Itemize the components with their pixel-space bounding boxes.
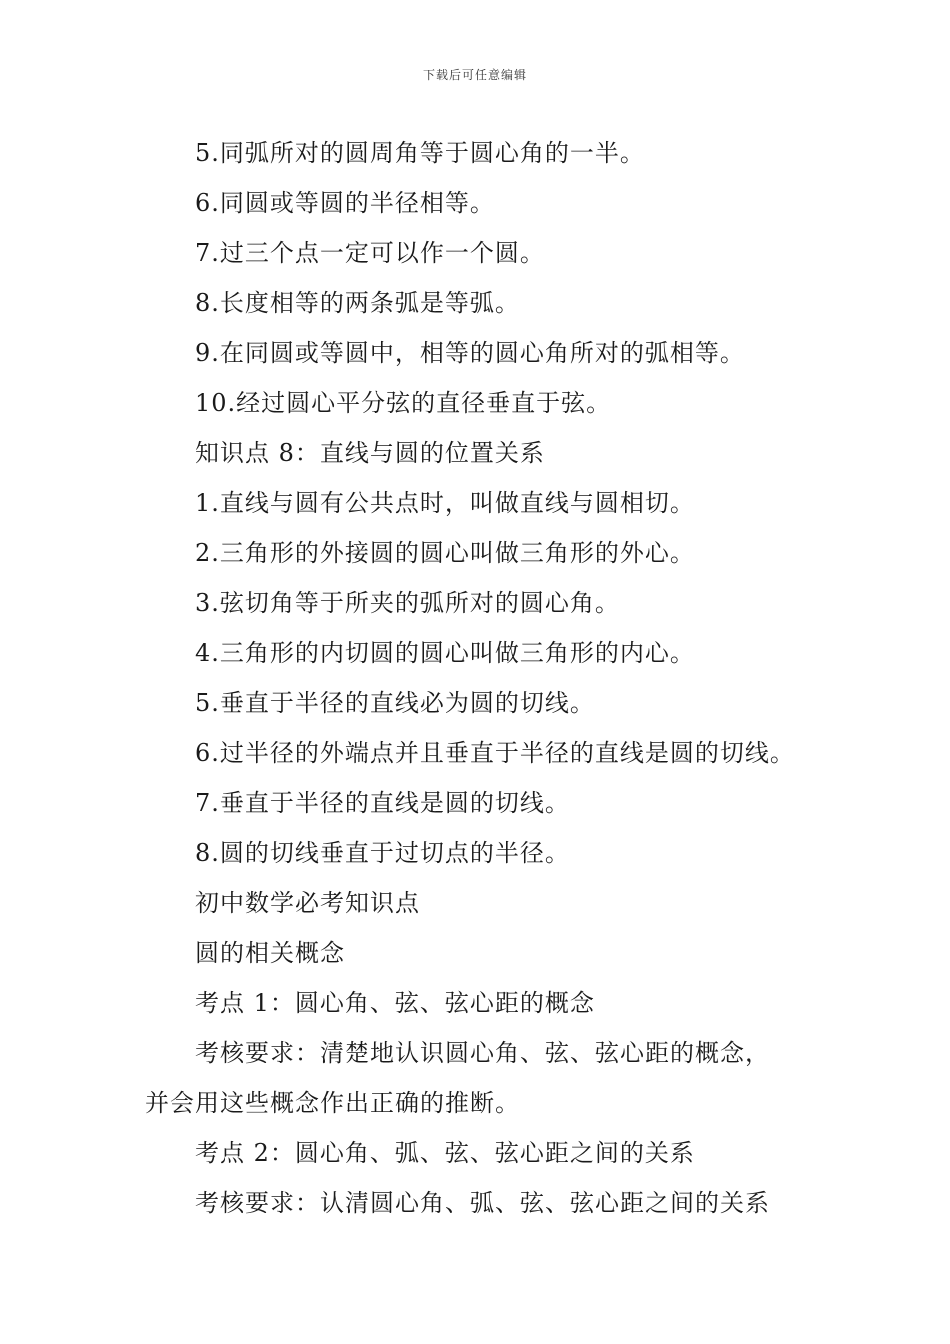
text-line: 10.经过圆心平分弦的直径垂直于弦。 <box>195 389 612 417</box>
text-line: 5.同弧所对的圆周角等于圆心角的一半。 <box>195 139 645 167</box>
section-heading: 圆的相关概念 <box>195 939 345 967</box>
text-line: 8.长度相等的两条弧是等弧。 <box>195 289 520 317</box>
text-line-continuation: 并会用这些概念作出正确的推断。 <box>145 1089 520 1117</box>
text-line: 4.三角形的内切圆的圆心叫做三角形的内心。 <box>195 639 695 667</box>
text-line: 5.垂直于半径的直线必为圆的切线。 <box>195 689 595 717</box>
text-line: 6.同圆或等圆的半径相等。 <box>195 189 495 217</box>
page-header-note: 下载后可任意编辑 <box>422 68 527 82</box>
section-heading: 初中数学必考知识点 <box>195 889 420 917</box>
text-line: 考核要求：认清圆心角、弧、弦、弦心距之间的关系 <box>195 1189 770 1217</box>
section-heading: 知识点 8：直线与圆的位置关系 <box>195 439 545 467</box>
text-line: 8.圆的切线垂直于过切点的半径。 <box>195 839 570 867</box>
text-line: 9.在同圆或等圆中，相等的圆心角所对的弧相等。 <box>195 339 745 367</box>
text-line: 7.过三个点一定可以作一个圆。 <box>195 239 545 267</box>
document-body <box>145 128 825 1228</box>
text-line: 6.过半径的外端点并且垂直于半径的直线是圆的切线。 <box>195 739 795 767</box>
text-line: 3.弦切角等于所夹的弧所对的圆心角。 <box>195 589 620 617</box>
section-heading: 考点 1：圆心角、弦、弦心距的概念 <box>195 989 595 1017</box>
section-heading: 考点 2：圆心角、弧、弦、弦心距之间的关系 <box>195 1139 695 1167</box>
text-line: 2.三角形的外接圆的圆心叫做三角形的外心。 <box>195 539 695 567</box>
text-line: 7.垂直于半径的直线是圆的切线。 <box>195 789 570 817</box>
text-line: 1.直线与圆有公共点时，叫做直线与圆相切。 <box>195 489 695 517</box>
text-line: 考核要求：清楚地认识圆心角、弦、弦心距的概念， <box>195 1039 770 1067</box>
